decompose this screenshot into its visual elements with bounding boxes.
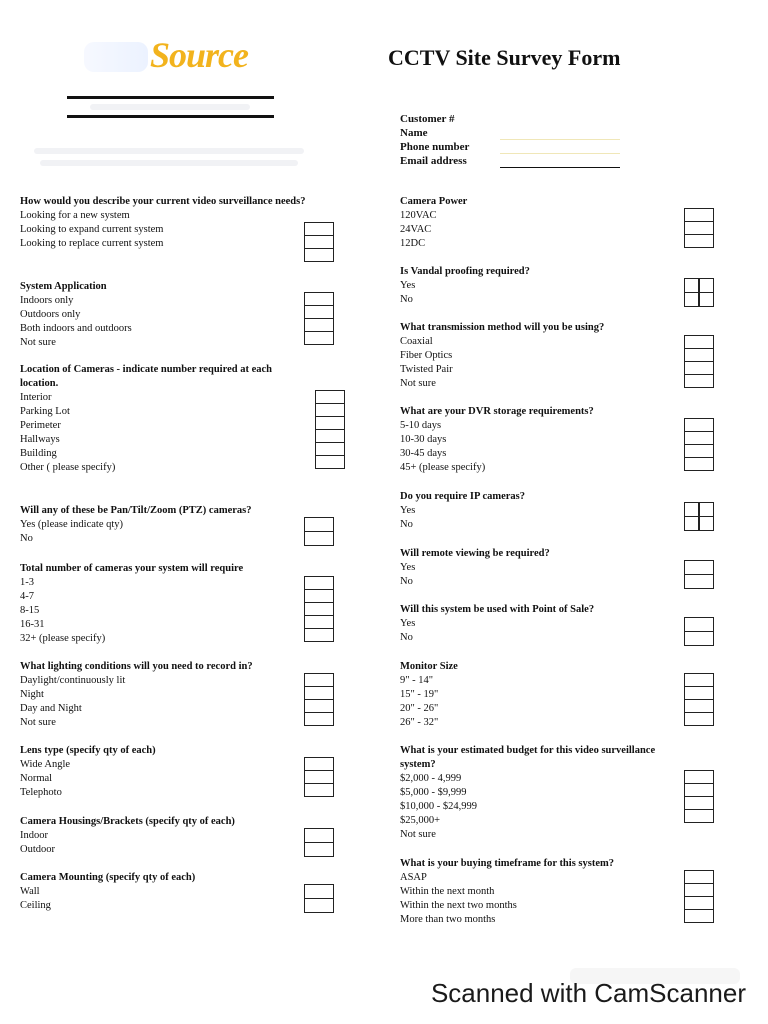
checkbox[interactable] bbox=[684, 673, 714, 687]
checkbox-group bbox=[304, 576, 334, 642]
checkbox[interactable] bbox=[315, 404, 345, 417]
checkbox[interactable] bbox=[304, 771, 334, 784]
option: Not sure bbox=[20, 337, 56, 348]
option: Perimeter bbox=[20, 420, 61, 431]
checkbox[interactable] bbox=[304, 713, 334, 726]
question: What is your estimated budget for this video surveillance system? bbox=[400, 745, 656, 770]
question: System Application bbox=[20, 281, 107, 292]
mounting-section bbox=[20, 871, 310, 913]
checkbox[interactable] bbox=[304, 332, 334, 345]
camscanner-watermark: Scanned with CamScanner bbox=[430, 978, 746, 1008]
system-application-section bbox=[20, 280, 310, 350]
checkbox[interactable] bbox=[684, 687, 714, 700]
checkbox[interactable] bbox=[304, 843, 334, 857]
checkbox[interactable] bbox=[684, 278, 714, 293]
checkbox[interactable] bbox=[684, 560, 714, 575]
lighting-section bbox=[20, 660, 310, 730]
option: Not sure bbox=[20, 717, 56, 728]
checkbox-group bbox=[684, 208, 714, 248]
checkbox-group bbox=[304, 757, 334, 797]
surveillance-needs-section bbox=[20, 195, 310, 251]
option: Not sure bbox=[400, 378, 436, 389]
option: 9" - 14" bbox=[400, 675, 434, 686]
logo-underline-bottom bbox=[67, 115, 274, 118]
checkbox[interactable] bbox=[304, 249, 334, 262]
customer-number-label: Customer # bbox=[400, 113, 455, 125]
option: Ceiling bbox=[20, 900, 51, 911]
monitor-size-section bbox=[400, 660, 680, 730]
customer-number-row bbox=[400, 112, 640, 126]
option: Within the next month bbox=[400, 886, 495, 897]
logo-faded-part bbox=[84, 42, 148, 72]
lens-type-section bbox=[20, 744, 310, 800]
checkbox[interactable] bbox=[684, 418, 714, 432]
option: 20" - 26" bbox=[400, 703, 439, 714]
option: No bbox=[400, 519, 413, 530]
checkbox[interactable] bbox=[304, 673, 334, 687]
checkbox-group bbox=[304, 222, 334, 262]
option: Hallways bbox=[20, 434, 60, 445]
question: Camera Housings/Brackets (specify qty of each) bbox=[20, 816, 235, 827]
checkbox[interactable] bbox=[684, 517, 714, 531]
ptz-section bbox=[20, 504, 310, 546]
question: Camera Mounting (specify qty of each) bbox=[20, 872, 196, 883]
phone-field[interactable] bbox=[500, 143, 620, 154]
option: Coaxial bbox=[400, 336, 433, 347]
option: $5,000 - $9,999 bbox=[400, 787, 467, 798]
option: Other ( please specify) bbox=[20, 462, 116, 473]
ip-cameras-section bbox=[400, 490, 680, 532]
budget-section bbox=[400, 744, 685, 842]
vandal-proofing-section bbox=[400, 265, 680, 307]
checkbox[interactable] bbox=[684, 810, 714, 823]
option: Night bbox=[20, 689, 44, 700]
checkbox[interactable] bbox=[684, 617, 714, 632]
checkbox-group bbox=[684, 278, 714, 307]
checkbox-group bbox=[304, 828, 334, 857]
question: Total number of cameras your system will require bbox=[20, 563, 244, 574]
question: Location of Cameras - indicate number required at each location. bbox=[20, 364, 272, 389]
checkbox[interactable] bbox=[304, 517, 334, 532]
option: Not sure bbox=[400, 829, 436, 840]
question: What transmission method will you be using? bbox=[400, 322, 605, 333]
option: 8-15 bbox=[20, 605, 40, 616]
checkbox[interactable] bbox=[684, 502, 714, 517]
dvr-storage-section bbox=[400, 405, 680, 475]
logo-underline-top bbox=[67, 96, 274, 99]
checkbox[interactable] bbox=[304, 603, 334, 616]
option: Yes bbox=[400, 505, 416, 516]
option: Yes bbox=[400, 618, 416, 629]
checkbox[interactable] bbox=[304, 899, 334, 913]
company-logo: Source bbox=[150, 35, 249, 75]
point-of-sale-section bbox=[400, 603, 680, 645]
faded-address-line bbox=[40, 160, 298, 166]
option: 26" - 32" bbox=[400, 717, 439, 728]
option: 32+ (please specify) bbox=[20, 633, 106, 644]
question: Camera Power bbox=[400, 196, 468, 207]
option: 12DC bbox=[400, 238, 426, 249]
option: Yes bbox=[400, 562, 416, 573]
option: Twisted Pair bbox=[400, 364, 453, 375]
question: Will remote viewing be required? bbox=[400, 548, 550, 559]
option: Daylight/continuously lit bbox=[20, 675, 126, 686]
name-label: Name bbox=[400, 127, 428, 139]
option: Outdoors only bbox=[20, 309, 81, 320]
remote-viewing-section bbox=[400, 547, 680, 589]
name-field[interactable] bbox=[500, 129, 620, 140]
checkbox[interactable] bbox=[684, 362, 714, 375]
customer-info bbox=[400, 112, 640, 168]
checkbox[interactable] bbox=[304, 222, 334, 236]
option: 30-45 days bbox=[400, 448, 447, 459]
question: Do you require IP cameras? bbox=[400, 491, 526, 502]
option: No bbox=[20, 533, 33, 544]
checkbox[interactable] bbox=[684, 897, 714, 910]
option: 24VAC bbox=[400, 224, 432, 235]
checkbox-group bbox=[684, 770, 714, 823]
question: Will any of these be Pan/Tilt/Zoom (PTZ) cameras? bbox=[20, 505, 252, 516]
question: Monitor Size bbox=[400, 661, 458, 672]
checkbox[interactable] bbox=[684, 910, 714, 923]
phone-label: Phone number bbox=[400, 141, 470, 153]
checkbox-group bbox=[304, 884, 334, 913]
option: 16-31 bbox=[20, 619, 45, 630]
checkbox[interactable] bbox=[304, 687, 334, 700]
option: $25,000+ bbox=[400, 815, 441, 826]
camera-locations-section bbox=[20, 363, 310, 475]
checkbox[interactable] bbox=[315, 456, 345, 469]
option: Indoor bbox=[20, 830, 48, 841]
option: Parking Lot bbox=[20, 406, 70, 417]
name-row bbox=[400, 126, 640, 140]
checkbox[interactable] bbox=[315, 443, 345, 456]
email-label: Email address bbox=[400, 155, 467, 167]
option: $2,000 - 4,999 bbox=[400, 773, 462, 784]
option: Wall bbox=[20, 886, 40, 897]
checkbox[interactable] bbox=[315, 430, 345, 443]
question: What is your buying timeframe for this system? bbox=[400, 858, 614, 869]
checkbox-group bbox=[304, 517, 334, 546]
checkbox[interactable] bbox=[684, 632, 714, 646]
checkbox[interactable] bbox=[684, 335, 714, 349]
checkbox[interactable] bbox=[304, 629, 334, 642]
checkbox[interactable] bbox=[684, 375, 714, 388]
checkbox[interactable] bbox=[684, 293, 714, 307]
checkbox[interactable] bbox=[684, 884, 714, 897]
option: 120VAC bbox=[400, 210, 437, 221]
checkbox[interactable] bbox=[304, 576, 334, 590]
option: More than two months bbox=[400, 914, 496, 925]
checkbox[interactable] bbox=[684, 575, 714, 589]
option: Building bbox=[20, 448, 57, 459]
faded-address-line bbox=[34, 148, 304, 154]
question: What are your DVR storage requirements? bbox=[400, 406, 594, 417]
checkbox[interactable] bbox=[304, 319, 334, 332]
option: Interior bbox=[20, 392, 52, 403]
option: No bbox=[400, 576, 413, 587]
option: 5-10 days bbox=[400, 420, 442, 431]
checkbox[interactable] bbox=[304, 532, 334, 546]
checkbox[interactable] bbox=[304, 306, 334, 319]
option: Yes bbox=[400, 280, 416, 291]
question: What lighting conditions will you need to record in? bbox=[20, 661, 253, 672]
option: Looking for a new system bbox=[20, 210, 130, 221]
checkbox[interactable] bbox=[684, 349, 714, 362]
checkbox[interactable] bbox=[304, 784, 334, 797]
option: 4-7 bbox=[20, 591, 34, 602]
checkbox[interactable] bbox=[304, 700, 334, 713]
form-title: CCTV Site Survey Form bbox=[388, 45, 621, 70]
checkbox[interactable] bbox=[684, 870, 714, 884]
option: Normal bbox=[20, 773, 53, 784]
faded-tagline bbox=[90, 104, 250, 110]
option: Looking to replace current system bbox=[20, 238, 164, 249]
checkbox-group bbox=[304, 292, 334, 345]
option: Fiber Optics bbox=[400, 350, 453, 361]
checkbox[interactable] bbox=[684, 222, 714, 235]
timeframe-section bbox=[400, 857, 680, 927]
checkbox[interactable] bbox=[684, 713, 714, 726]
option: $10,000 - $24,999 bbox=[400, 801, 477, 812]
checkbox[interactable] bbox=[684, 784, 714, 797]
checkbox[interactable] bbox=[684, 235, 714, 248]
checkbox-group bbox=[684, 617, 714, 646]
checkbox[interactable] bbox=[684, 458, 714, 471]
option: 1-3 bbox=[20, 577, 34, 588]
option: ASAP bbox=[400, 872, 427, 883]
checkbox[interactable] bbox=[684, 797, 714, 810]
question: Is Vandal proofing required? bbox=[400, 266, 530, 277]
phone-row bbox=[400, 140, 640, 154]
checkbox-group bbox=[684, 870, 714, 923]
checkbox-group bbox=[684, 335, 714, 388]
checkbox[interactable] bbox=[684, 432, 714, 445]
checkbox[interactable] bbox=[304, 884, 334, 899]
housings-section bbox=[20, 815, 310, 857]
option: Within the next two months bbox=[400, 900, 517, 911]
option: 45+ (please specify) bbox=[400, 462, 486, 473]
option: 10-30 days bbox=[400, 434, 447, 445]
option: 15" - 19" bbox=[400, 689, 439, 700]
checkbox-group bbox=[684, 502, 714, 531]
checkbox[interactable] bbox=[304, 590, 334, 603]
checkbox-group bbox=[315, 390, 345, 469]
email-row bbox=[400, 154, 640, 168]
checkbox-group bbox=[684, 673, 714, 726]
checkbox[interactable] bbox=[304, 236, 334, 249]
camera-count-section bbox=[20, 562, 310, 646]
checkbox[interactable] bbox=[684, 770, 714, 784]
checkbox[interactable] bbox=[304, 757, 334, 771]
checkbox[interactable] bbox=[315, 417, 345, 430]
option: No bbox=[400, 294, 413, 305]
checkbox[interactable] bbox=[304, 828, 334, 843]
option: Day and Night bbox=[20, 703, 82, 714]
option: Yes (please indicate qty) bbox=[20, 519, 124, 530]
question: How would you describe your current video surveillance needs? bbox=[20, 196, 306, 207]
option: Indoors only bbox=[20, 295, 74, 306]
transmission-section bbox=[400, 321, 680, 391]
checkbox[interactable] bbox=[304, 292, 334, 306]
checkbox[interactable] bbox=[304, 616, 334, 629]
option: Looking to expand current system bbox=[20, 224, 164, 235]
checkbox[interactable] bbox=[684, 445, 714, 458]
question: Will this system be used with Point of Sale? bbox=[400, 604, 595, 615]
option: Telephoto bbox=[20, 787, 62, 798]
question: Lens type (specify qty of each) bbox=[20, 745, 156, 756]
checkbox[interactable] bbox=[684, 208, 714, 222]
camera-power-section bbox=[400, 195, 680, 251]
checkbox-group bbox=[304, 673, 334, 726]
checkbox[interactable] bbox=[315, 390, 345, 404]
email-field[interactable] bbox=[500, 157, 620, 168]
checkbox-group bbox=[684, 418, 714, 471]
checkbox[interactable] bbox=[684, 700, 714, 713]
option: No bbox=[400, 632, 413, 643]
option: Wide Angle bbox=[20, 759, 71, 770]
option: Outdoor bbox=[20, 844, 55, 855]
option: Both indoors and outdoors bbox=[20, 323, 132, 334]
checkbox-group bbox=[684, 560, 714, 589]
